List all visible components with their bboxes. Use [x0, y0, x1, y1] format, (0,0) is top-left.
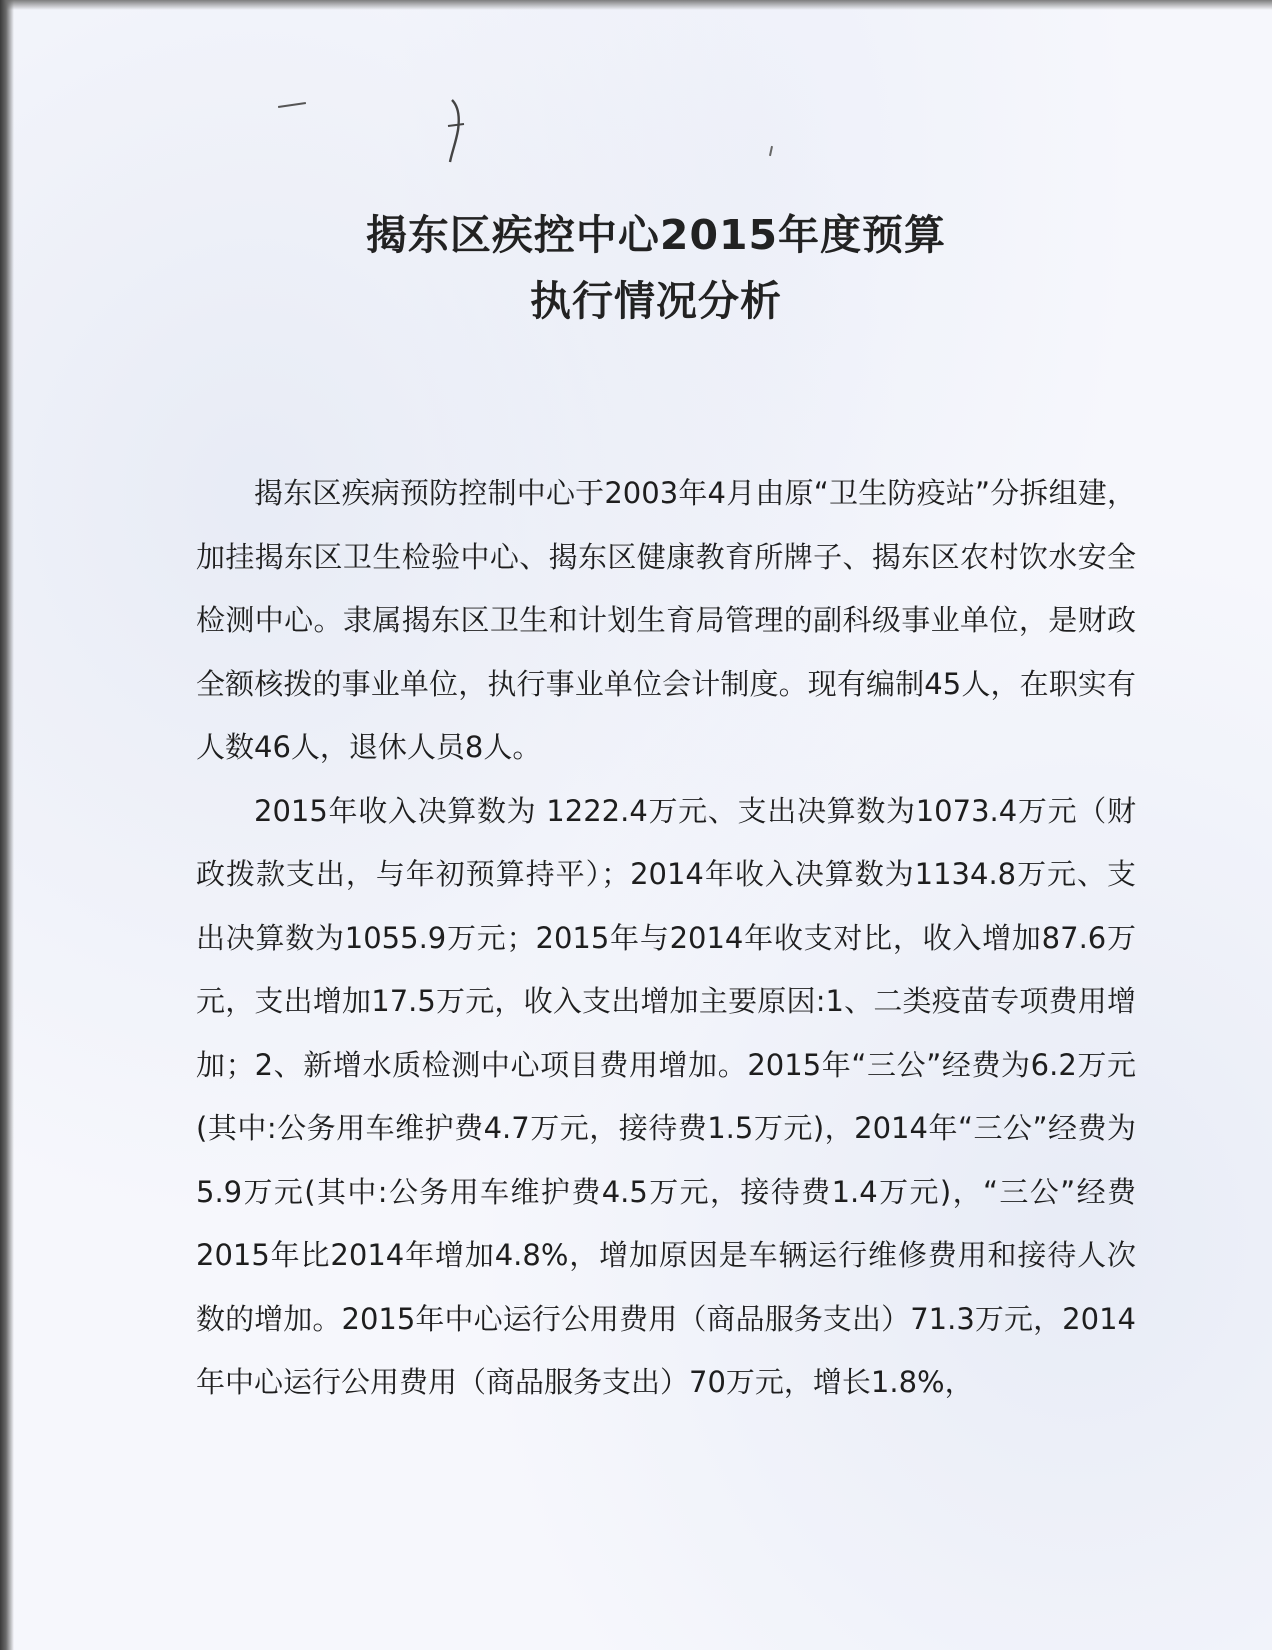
paragraph-1: 揭东区疾病预防控制中心于2003年4月由原“卫生防疫站”分拆组建，加挂揭东区卫生检验中心、揭东区健康教育所牌子、揭东区农村饮水安全检测中心。隶属揭东区卫生和计划生育局管理的副科级事业单位，是财政全额核拨的事业单位，执行事业单位会计制度。现有编制45人，在职实有人数46人，退休人员8人。: [196, 476, 1136, 764]
handwritten-dash-mark: [278, 102, 306, 108]
handwritten-f-mark: [438, 96, 478, 166]
document-title-line-1: 揭东区疾控中心2015年度预算: [365, 211, 947, 259]
handwritten-tick-mark: [769, 146, 773, 156]
document-title-line-2: 执行情况分析: [530, 277, 782, 325]
scan-edge-top: [0, 0, 1272, 10]
document-body: [196, 462, 1136, 1415]
paragraph-2: 2015年收入决算数为 1222.4万元、支出决算数为1073.4万元（财政拨款支出，与年初预算持平）；2014年收入决算数为1134.8万元、支出决算数为1055.9万元；2015年与2014年收支对比，收入增加87.6万元，支出增加17.5万元，收入支出增加主要原因:1、二类疫苗专项费用增加；2、新增水质检测中心项目费用增加。2015年“三公”经费为6.2万元(其中:公务用车维护费4.7万元，接待费1.5万元)，2014年“三公”经费为5.9万元(其中:公务用车维护费4.5万元，接待费1.4万元)，“三公”经费2015年比2014年增加4.8%，增加原因是车辆运行维修费用和接待人次数的增加。2015年中心运行公用费用（商品服务支出）71.3万元，2014年中心运行公用费用（商品服务支出）70万元，增长1.8%，: [196, 793, 1136, 1399]
